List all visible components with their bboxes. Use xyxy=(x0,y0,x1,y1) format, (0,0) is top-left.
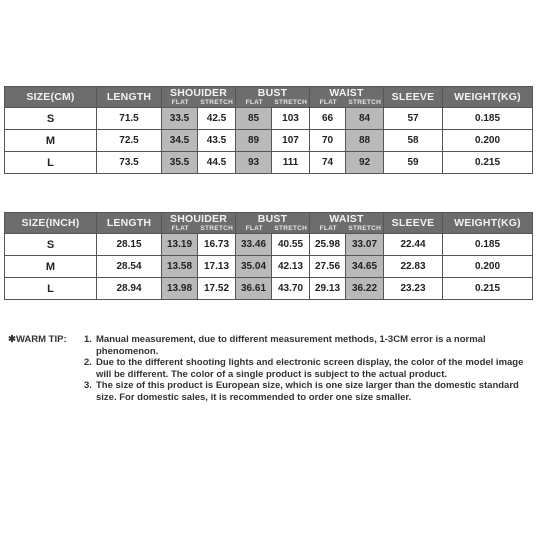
table-row xyxy=(5,278,533,300)
cell-waist-stretch: 84 xyxy=(346,108,384,130)
cell-sleeve: 58 xyxy=(384,130,443,152)
cell-size: M xyxy=(5,130,97,152)
cell-bust-stretch: 43.70 xyxy=(272,278,310,300)
cell-size: M xyxy=(5,256,97,278)
cell-waist-stretch: 33.07 xyxy=(346,234,384,256)
header-waist-label: WAIST xyxy=(329,213,364,225)
cell-weight: 0.185 xyxy=(443,234,533,256)
header-bust xyxy=(236,213,310,234)
list-item xyxy=(84,334,524,357)
cell-shoulder-stretch: 43.5 xyxy=(198,130,236,152)
table-header-row xyxy=(5,87,533,108)
header-shoulder xyxy=(162,87,236,108)
cell-bust-flat: 89 xyxy=(236,130,272,152)
cell-sleeve: 22.44 xyxy=(384,234,443,256)
cell-sleeve: 57 xyxy=(384,108,443,130)
header-waist xyxy=(310,213,384,234)
cell-length: 28.15 xyxy=(97,234,162,256)
cell-shoulder-stretch: 16.73 xyxy=(198,234,236,256)
sub-flat: FLAT xyxy=(171,225,189,232)
cell-shoulder-flat: 13.58 xyxy=(162,256,198,278)
header-waist xyxy=(310,87,384,108)
sub-flat: FLAT xyxy=(171,99,189,106)
table-header-row xyxy=(5,213,533,234)
header-length: LENGTH xyxy=(97,87,162,108)
cell-length: 73.5 xyxy=(97,152,162,174)
list-item-text: Due to the different shooting lights and electronic screen display, the color of the model image will be different. The color of a single product is subject to the actual product. xyxy=(96,357,524,380)
header-waist-label: WAIST xyxy=(329,87,364,99)
cell-size: S xyxy=(5,234,97,256)
size-table-cm xyxy=(4,86,533,174)
cell-waist-flat: 70 xyxy=(310,130,346,152)
cell-waist-stretch: 88 xyxy=(346,130,384,152)
cell-bust-stretch: 107 xyxy=(272,130,310,152)
cell-shoulder-stretch: 44.5 xyxy=(198,152,236,174)
cell-size: L xyxy=(5,152,97,174)
cell-shoulder-flat: 33.5 xyxy=(162,108,198,130)
header-weight: WEIGHT(KG) xyxy=(443,213,533,234)
cell-shoulder-flat: 34.5 xyxy=(162,130,198,152)
table-row xyxy=(5,234,533,256)
cell-waist-flat: 25.98 xyxy=(310,234,346,256)
cell-shoulder-stretch: 17.13 xyxy=(198,256,236,278)
header-shoulder xyxy=(162,213,236,234)
table-row xyxy=(5,152,533,174)
list-item xyxy=(84,357,524,380)
cell-shoulder-flat: 35.5 xyxy=(162,152,198,174)
list-item-text: The size of this product is European size, which is one size larger than the domestic standard size. For domestic sales, it is recommended to order one size smaller. xyxy=(96,380,519,403)
table-row xyxy=(5,130,533,152)
cell-waist-flat: 74 xyxy=(310,152,346,174)
warm-tip-list xyxy=(84,334,524,403)
sub-flat: FLAT xyxy=(319,99,337,106)
list-item-number: 3. xyxy=(84,380,92,391)
cell-sleeve: 22.83 xyxy=(384,256,443,278)
list-item-number: 2. xyxy=(84,357,92,368)
cell-weight: 0.200 xyxy=(443,256,533,278)
cell-weight: 0.200 xyxy=(443,130,533,152)
header-size: SIZE(CM) xyxy=(5,87,97,108)
header-shoulder-label: SHOUIDER xyxy=(169,213,228,225)
cell-shoulder-stretch: 42.5 xyxy=(198,108,236,130)
cell-shoulder-flat: 13.98 xyxy=(162,278,198,300)
cell-bust-flat: 33.46 xyxy=(236,234,272,256)
sub-stretch: STRETCH xyxy=(348,99,382,106)
header-length: LENGTH xyxy=(97,213,162,234)
sub-flat: FLAT xyxy=(245,225,263,232)
cell-shoulder-stretch: 17.52 xyxy=(198,278,236,300)
sub-stretch: STRETCH xyxy=(348,225,382,232)
sub-stretch: STRETCH xyxy=(200,99,234,106)
cell-bust-stretch: 103 xyxy=(272,108,310,130)
header-bust-label: BUST xyxy=(257,87,288,99)
cell-size: L xyxy=(5,278,97,300)
cell-waist-flat: 27.56 xyxy=(310,256,346,278)
sub-stretch: STRETCH xyxy=(274,99,308,106)
cell-length: 72.5 xyxy=(97,130,162,152)
header-sleeve: SLEEVE xyxy=(384,213,443,234)
sub-flat: FLAT xyxy=(245,99,263,106)
sub-flat: FLAT xyxy=(319,225,337,232)
header-bust xyxy=(236,87,310,108)
cell-sleeve: 23.23 xyxy=(384,278,443,300)
cell-weight: 0.215 xyxy=(443,152,533,174)
cell-bust-flat: 93 xyxy=(236,152,272,174)
header-size: SIZE(INCH) xyxy=(5,213,97,234)
cell-length: 28.54 xyxy=(97,256,162,278)
cell-bust-flat: 36.61 xyxy=(236,278,272,300)
cell-weight: 0.215 xyxy=(443,278,533,300)
header-sleeve: SLEEVE xyxy=(384,87,443,108)
warm-tip-label: ✱WARM TIP: xyxy=(8,334,67,345)
cell-length: 28.94 xyxy=(97,278,162,300)
sub-stretch: STRETCH xyxy=(200,225,234,232)
cell-waist-stretch: 92 xyxy=(346,152,384,174)
cell-waist-flat: 29.13 xyxy=(310,278,346,300)
cell-shoulder-flat: 13.19 xyxy=(162,234,198,256)
cell-bust-stretch: 111 xyxy=(272,152,310,174)
list-item-number: 1. xyxy=(84,334,92,345)
cell-waist-stretch: 34.65 xyxy=(346,256,384,278)
cell-sleeve: 59 xyxy=(384,152,443,174)
sub-stretch: STRETCH xyxy=(274,225,308,232)
cell-bust-stretch: 42.13 xyxy=(272,256,310,278)
cell-bust-flat: 85 xyxy=(236,108,272,130)
list-item xyxy=(84,380,524,403)
size-table-inch xyxy=(4,212,533,300)
cell-weight: 0.185 xyxy=(443,108,533,130)
cell-waist-stretch: 36.22 xyxy=(346,278,384,300)
header-weight: WEIGHT(KG) xyxy=(443,87,533,108)
table-row xyxy=(5,256,533,278)
cell-bust-stretch: 40.55 xyxy=(272,234,310,256)
cell-length: 71.5 xyxy=(97,108,162,130)
list-item-text: Manual measurement, due to different measurement methods, 1-3CM error is a normal phenomenon. xyxy=(96,334,486,357)
cell-size: S xyxy=(5,108,97,130)
header-bust-label: BUST xyxy=(257,213,288,225)
header-shoulder-label: SHOUIDER xyxy=(169,87,228,99)
table-row xyxy=(5,108,533,130)
cell-waist-flat: 66 xyxy=(310,108,346,130)
cell-bust-flat: 35.04 xyxy=(236,256,272,278)
